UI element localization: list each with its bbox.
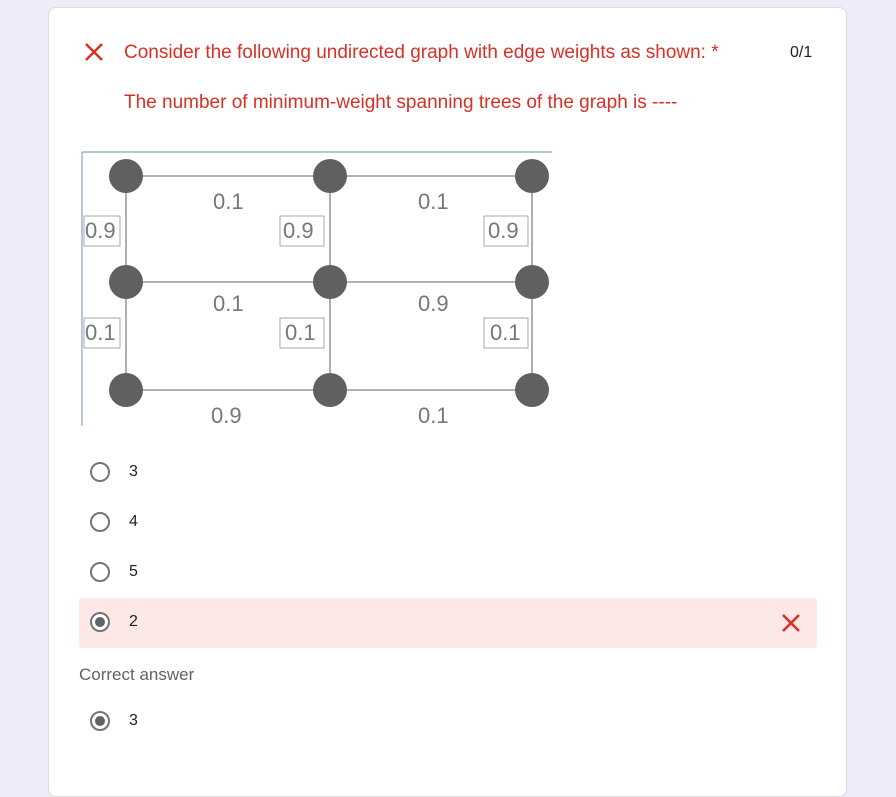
weight-top-left: 0.1 — [213, 189, 244, 214]
radio-button[interactable] — [90, 462, 110, 482]
weight-v-bot-mid: 0.1 — [285, 320, 316, 345]
weight-bot-left: 0.9 — [211, 403, 242, 428]
option-label: 3 — [129, 463, 138, 480]
weight-v-bot-left: 0.1 — [85, 320, 116, 345]
weight-mid-right: 0.9 — [418, 291, 449, 316]
radio-button[interactable] — [90, 562, 110, 582]
selected-answer-row — [79, 598, 817, 648]
close-icon — [83, 41, 105, 63]
correct-answer-label: 3 — [129, 712, 138, 729]
weight-mid-left: 0.1 — [213, 291, 244, 316]
weight-bot-right: 0.1 — [418, 403, 449, 428]
graph-figure — [78, 148, 556, 430]
option-label: 2 — [129, 613, 138, 630]
weight-top-right: 0.1 — [418, 189, 449, 214]
weight-v-top-right: 0.9 — [488, 218, 519, 243]
weight-v-bot-right: 0.1 — [490, 320, 521, 345]
question-subtitle: The number of minimum-weight spanning trees of the graph is ---- — [124, 92, 678, 113]
option-label: 4 — [129, 513, 138, 530]
option-label: 5 — [129, 563, 138, 580]
radio-button[interactable] — [90, 512, 110, 532]
correct-answer-heading: Correct answer — [79, 665, 195, 684]
radio-button-checked — [90, 711, 110, 731]
radio-button-checked[interactable] — [90, 612, 110, 632]
weight-v-top-mid: 0.9 — [283, 218, 314, 243]
weight-v-top-left: 0.9 — [85, 218, 116, 243]
score-badge: 0/1 — [790, 44, 813, 61]
question-title: Consider the following undirected graph with edge weights as shown: * — [124, 42, 719, 63]
close-icon — [780, 612, 802, 634]
